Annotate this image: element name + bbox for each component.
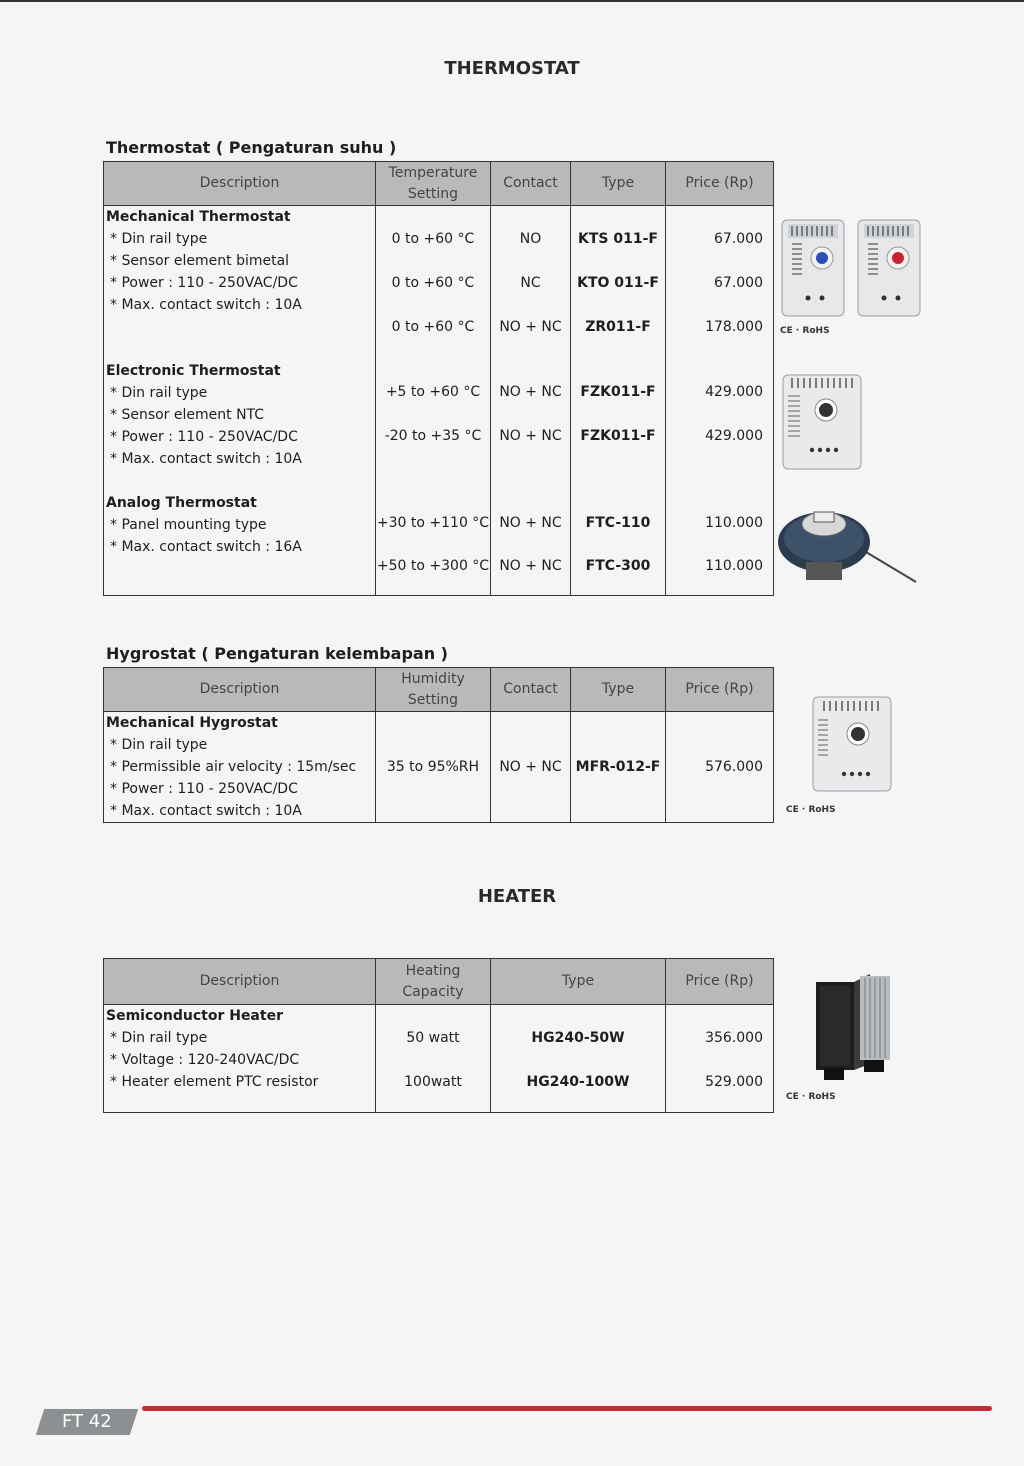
type-value: FTC-300 (585, 558, 651, 574)
contact-value: NO + NC (499, 384, 562, 400)
heater-table (103, 958, 774, 1113)
table-row (104, 206, 774, 596)
heater-heading: HEATER (477, 886, 557, 907)
setting-value: 0 to +60 °C (391, 319, 475, 335)
price-value: 110.000 (705, 558, 763, 574)
table-row (104, 712, 774, 823)
group-name: Semiconductor Heater (106, 1008, 283, 1024)
feature-item: * Sensor element bimetal (110, 253, 290, 269)
setting-column (376, 712, 491, 823)
page-heading: THERMOSTAT (444, 58, 580, 79)
price-value: 576.000 (705, 759, 763, 775)
table-header-row (104, 959, 774, 1005)
type-value: ZR011-F (585, 319, 651, 335)
footer-red-line (142, 1406, 992, 1411)
type-value: FZK011-F (580, 384, 656, 400)
type-value: FZK011-F (580, 428, 656, 444)
price-value: 110.000 (705, 515, 763, 531)
contact-value: NC (520, 275, 541, 291)
header-description: Description (104, 668, 376, 712)
table-row (104, 1005, 774, 1113)
feature-item: * Power : 110 - 250VAC/DC (110, 275, 298, 291)
capacity-column (376, 1005, 491, 1113)
group-name: Mechanical Thermostat (106, 209, 291, 225)
header-price: Price (Rp) (666, 668, 774, 712)
capacity-value: 50 watt (406, 1030, 460, 1046)
feature-item: * Power : 110 - 250VAC/DC (110, 429, 298, 445)
type-column (491, 1005, 666, 1113)
price-value: 356.000 (705, 1030, 763, 1046)
header-contact: Contact (491, 668, 571, 712)
type-value: FTC-110 (585, 515, 651, 531)
contact-value: NO + NC (499, 759, 562, 775)
feature-item: * Max. contact switch : 10A (110, 803, 302, 819)
contact-value: NO + NC (499, 515, 562, 531)
setting-value: 0 to +60 °C (391, 275, 475, 291)
contact-column (491, 712, 571, 823)
type-value: MFR-012-F (575, 759, 661, 775)
semiconductor-heater-image (812, 972, 894, 1084)
feature-item: * Power : 110 - 250VAC/DC (110, 781, 298, 797)
type-value: HG240-50W (531, 1030, 625, 1046)
setting-value: +5 to +60 °C (385, 384, 481, 400)
thermostat-blue-unit (782, 220, 844, 316)
mechanical-hygrostat-image (810, 694, 896, 794)
price-value: 67.000 (714, 275, 763, 291)
price-column (666, 1005, 774, 1113)
page-number-badge (36, 1409, 138, 1435)
table-header-row (104, 162, 774, 206)
price-value: 67.000 (714, 231, 763, 247)
setting-column (376, 206, 491, 596)
electronic-thermostat-image (780, 372, 866, 472)
header-type: Type (571, 668, 666, 712)
feature-item: * Din rail type (110, 385, 208, 401)
description-column (104, 712, 376, 823)
contact-column (491, 206, 571, 596)
thermostat-table (103, 161, 774, 596)
price-column (666, 712, 774, 823)
price-value: 429.000 (705, 428, 763, 444)
feature-item: * Panel mounting type (110, 517, 267, 533)
header-price: Price (Rp) (666, 162, 774, 206)
setting-value: -20 to +35 °C (384, 428, 482, 444)
din-rail-thermostat-pair-image (778, 214, 924, 320)
feature-item: * Heater element PTC resistor (110, 1074, 319, 1090)
ce-rohs-mark: CE · RoHS (786, 1092, 836, 1102)
contact-value: NO (519, 231, 542, 247)
setting-value: +50 to +300 °C (376, 558, 490, 574)
header-description: Description (104, 162, 376, 206)
analog-thermostat-image (776, 498, 922, 588)
group-name: Mechanical Hygrostat (106, 715, 278, 731)
group-name: Electronic Thermostat (106, 363, 281, 379)
type-value: KTO 011-F (577, 275, 659, 291)
header-contact: Contact (491, 162, 571, 206)
feature-item: * Din rail type (110, 231, 208, 247)
type-column (571, 712, 666, 823)
setting-value: +30 to +110 °C (376, 515, 490, 531)
ce-rohs-mark: CE · RoHS (786, 805, 836, 815)
header-description: Description (104, 959, 376, 1005)
setting-value: 35 to 95%RH (386, 759, 480, 775)
contact-value: NO + NC (499, 319, 562, 335)
feature-item: * Permissible air velocity : 15m/sec (110, 759, 357, 775)
hygrostat-table (103, 667, 774, 823)
page-number: FT 42 (62, 1411, 112, 1432)
feature-item: * Sensor element NTC (110, 407, 265, 423)
type-value: HG240-100W (526, 1074, 630, 1090)
table-header-row (104, 668, 774, 712)
header-humidity-setting: Humidity Setting (376, 668, 491, 712)
feature-item: * Voltage : 120-240VAC/DC (110, 1052, 300, 1068)
feature-item: * Din rail type (110, 1030, 208, 1046)
group-name: Analog Thermostat (106, 495, 257, 511)
description-column (104, 1005, 376, 1113)
hygrostat-section-title: Hygrostat ( Pengaturan kelembapan ) (106, 644, 448, 663)
feature-item: * Max. contact switch : 10A (110, 451, 302, 467)
top-border (0, 0, 1024, 2)
header-type: Type (491, 959, 666, 1005)
thermostat-red-unit (858, 220, 920, 316)
setting-value: 0 to +60 °C (391, 231, 475, 247)
capacity-value: 100watt (404, 1074, 462, 1090)
feature-item: * Din rail type (110, 737, 208, 753)
thermostat-section-title: Thermostat ( Pengaturan suhu ) (106, 138, 397, 157)
type-value: KTS 011-F (578, 231, 658, 247)
description-column (104, 206, 376, 596)
price-value: 178.000 (705, 319, 763, 335)
header-heating-capacity: Heating Capacity (376, 959, 491, 1005)
header-type: Type (571, 162, 666, 206)
price-column (666, 206, 774, 596)
price-value: 429.000 (705, 384, 763, 400)
contact-value: NO + NC (499, 558, 562, 574)
feature-item: * Max. contact switch : 16A (110, 539, 302, 555)
feature-item: * Max. contact switch : 10A (110, 297, 302, 313)
header-temperature-setting: Temperature Setting (376, 162, 491, 206)
price-value: 529.000 (705, 1074, 763, 1090)
ce-rohs-mark: CE · RoHS (780, 326, 830, 336)
contact-value: NO + NC (499, 428, 562, 444)
header-price: Price (Rp) (666, 959, 774, 1005)
type-column (571, 206, 666, 596)
